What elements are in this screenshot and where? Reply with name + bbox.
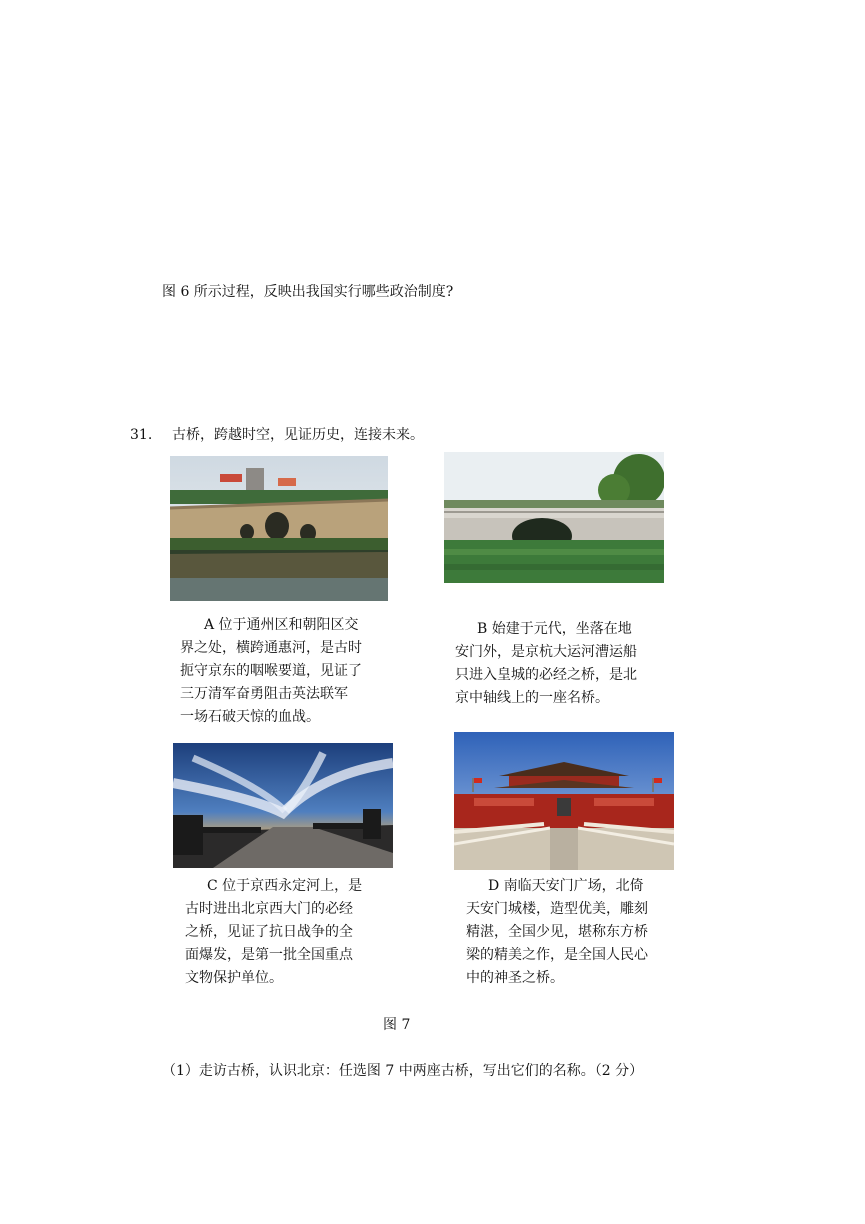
caption-c xyxy=(185,875,415,990)
caption-line: 只进入皇城的必经之桥，是北 xyxy=(455,667,637,683)
caption-line: 古时进出北京西大门的必经 xyxy=(185,901,353,917)
sub-question-1: （1）走访古桥，认识北京：任选图 7 中两座古桥，写出它们的名称。（2 分） xyxy=(162,1063,644,1079)
question-number: 31. xyxy=(130,427,153,443)
caption-line: 一场石破天惊的血战。 xyxy=(180,709,320,725)
caption-line: 文物保护单位。 xyxy=(185,970,283,986)
caption-line: C 位于京西永定河上，是 xyxy=(207,878,363,894)
q30-prompt: 图 6 所示过程，反映出我国实行哪些政治制度? xyxy=(162,284,454,300)
bridge-d-photo xyxy=(454,732,674,870)
bridge-b-photo xyxy=(444,452,664,583)
caption-line: 界之处，横跨通惠河，是古时 xyxy=(180,640,362,656)
caption-line: 扼守京东的咽喉要道，见证了 xyxy=(180,663,362,679)
caption-line: 之桥，见证了抗日战争的全 xyxy=(185,924,353,940)
caption-a xyxy=(180,614,410,729)
bridge-a-photo xyxy=(170,456,388,601)
caption-b xyxy=(455,618,685,710)
caption-line: 京中轴线上的一座名桥。 xyxy=(455,690,609,706)
caption-line: 精湛，全国少见，堪称东方桥 xyxy=(466,924,648,940)
caption-line: 安门外，是京杭大运河漕运船 xyxy=(455,644,637,660)
bridge-c-photo xyxy=(173,743,393,868)
caption-line: A 位于通州区和朝阳区交 xyxy=(204,617,359,633)
caption-line: 梁的精美之作，是全国人民心 xyxy=(466,947,648,963)
caption-line: D 南临天安门广场，北倚 xyxy=(488,878,644,894)
caption-line: 面爆发，是第一批全国重点 xyxy=(185,947,353,963)
question-intro: 古桥，跨越时空，见证历史，连接未来。 xyxy=(172,427,424,443)
caption-d xyxy=(466,875,696,990)
caption-line: B 始建于元代，坐落在地 xyxy=(477,621,632,637)
figure-label: 图 7 xyxy=(383,1017,411,1033)
caption-line: 天安门城楼，造型优美，雕刻 xyxy=(466,901,648,917)
caption-line: 三万清军奋勇阻击英法联军 xyxy=(180,686,348,702)
caption-line: 中的神圣之桥。 xyxy=(466,970,564,986)
